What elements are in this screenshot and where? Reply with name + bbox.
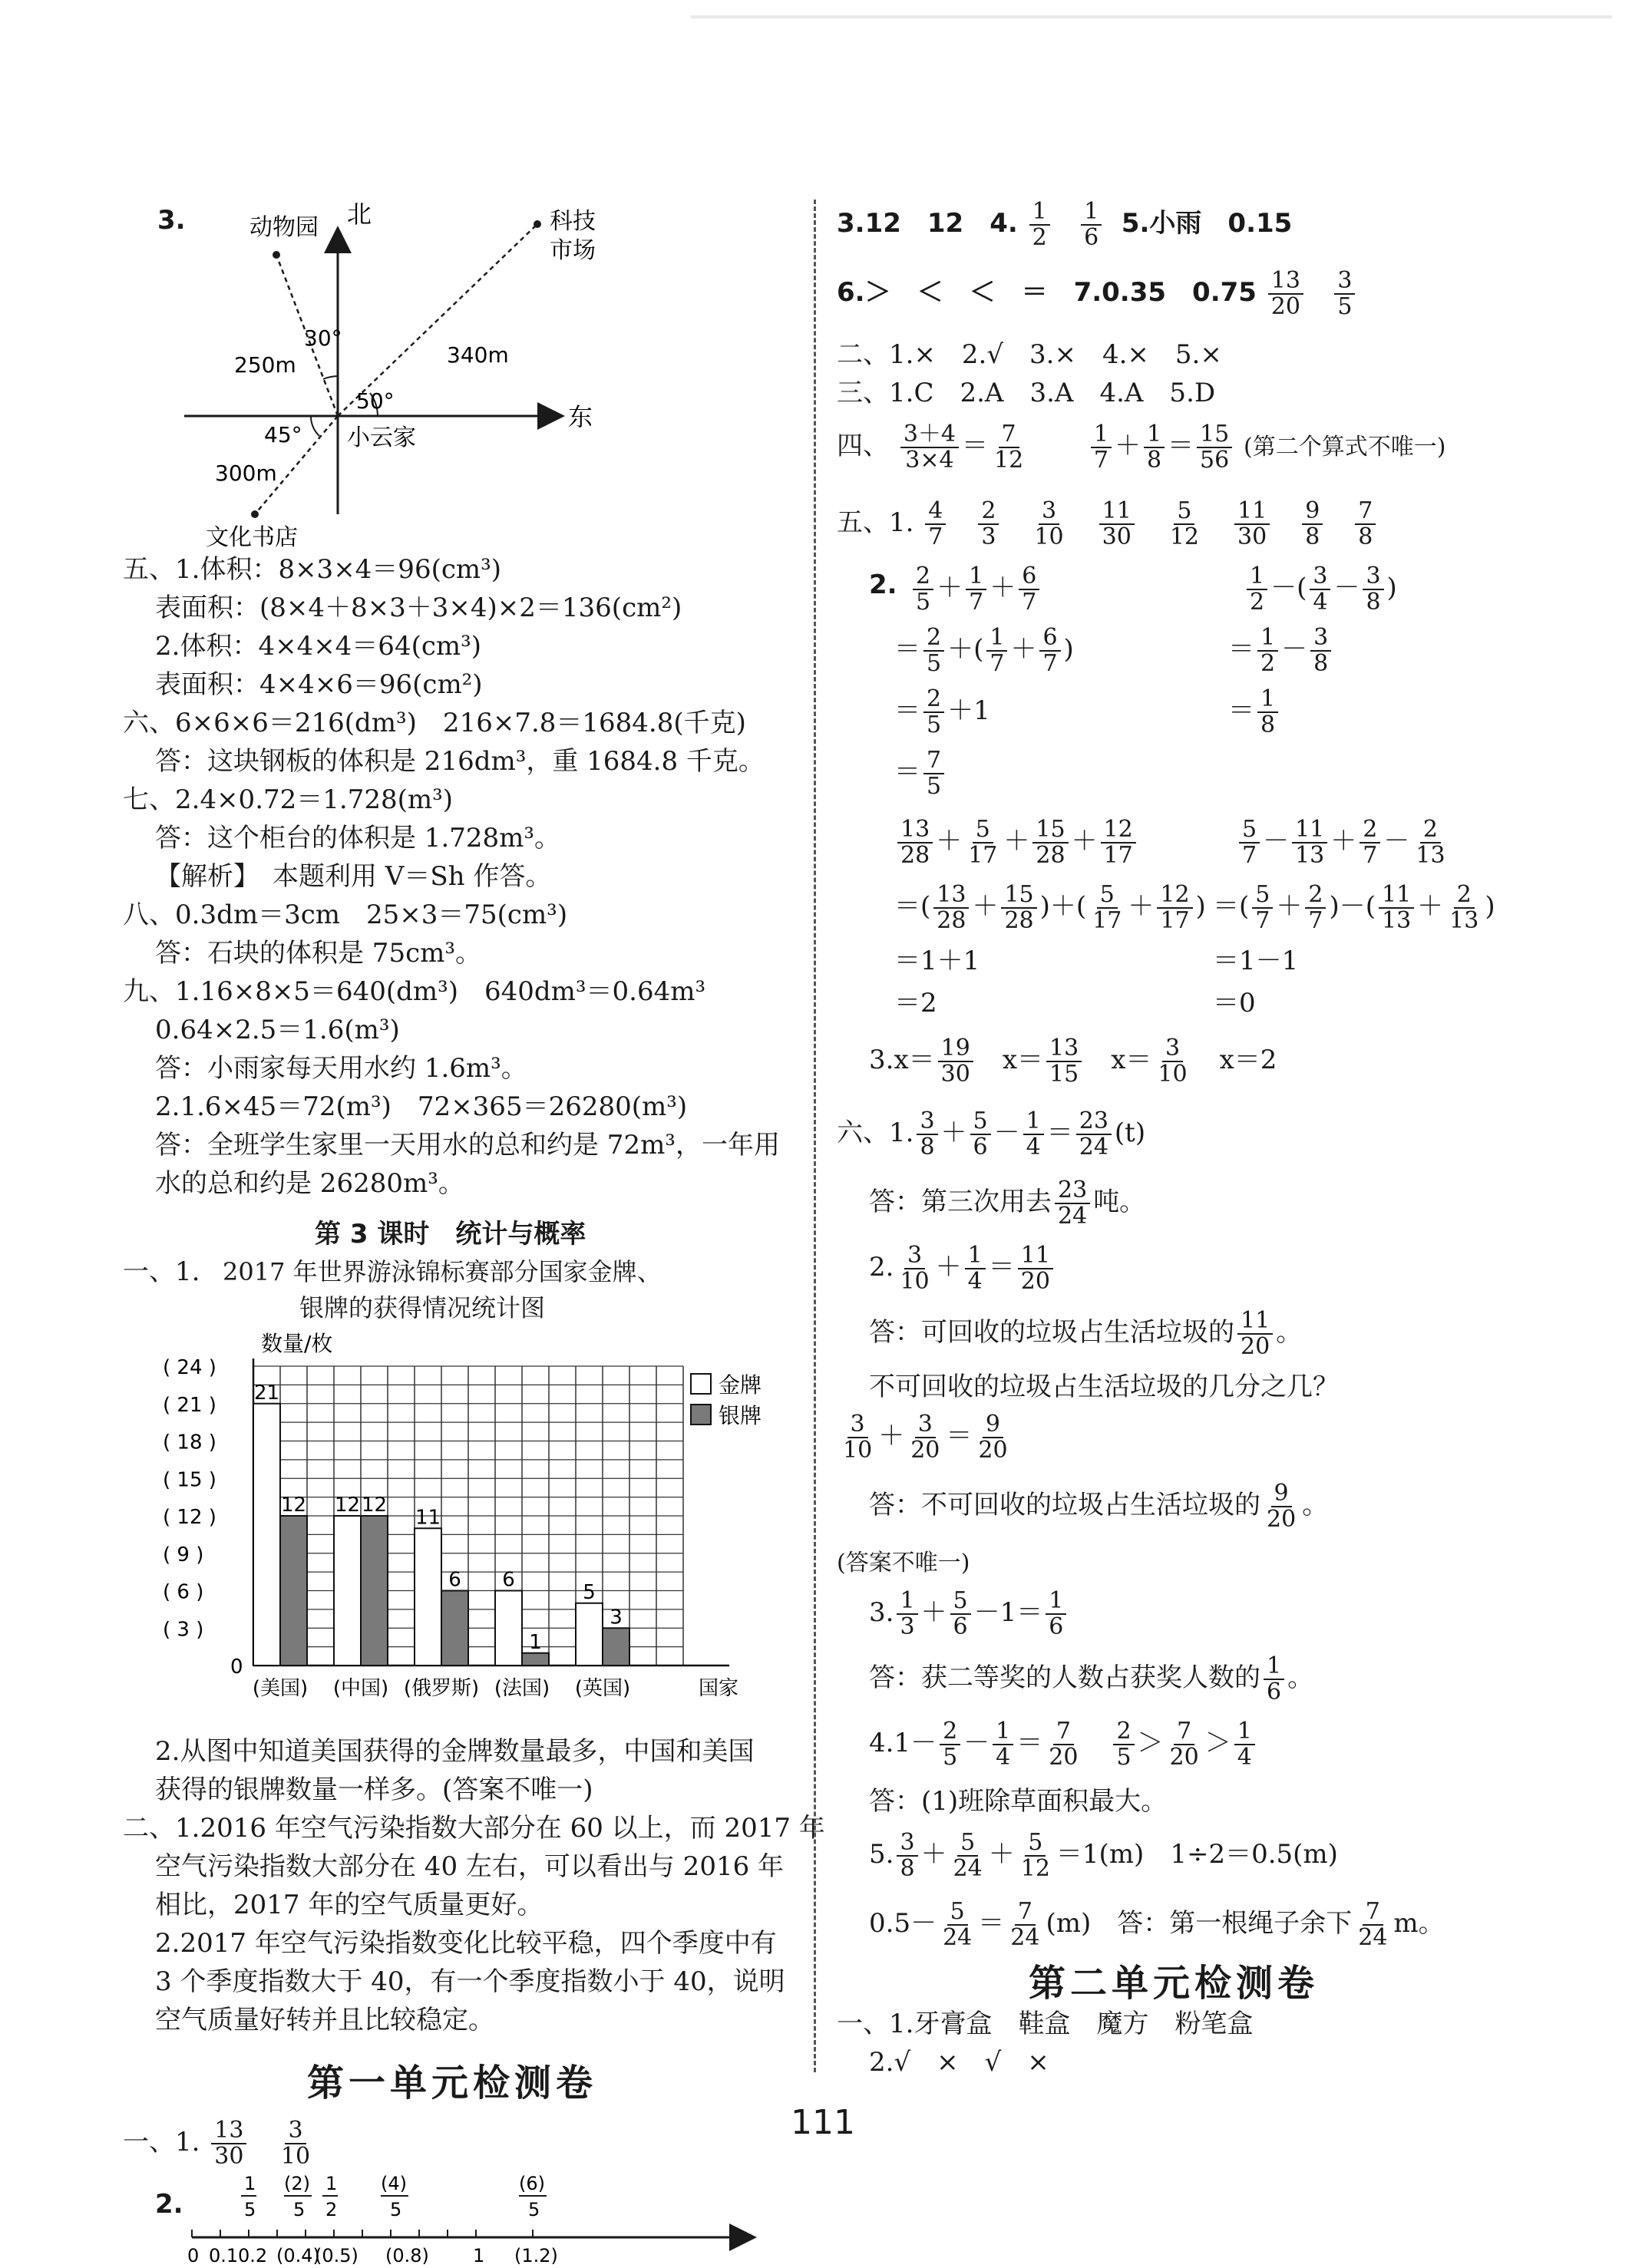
distance-300: 300m bbox=[215, 461, 277, 486]
fraction: $\frac{3}{10}$ bbox=[1158, 1035, 1188, 1088]
q1-prefix: 一、1. bbox=[123, 1256, 200, 1287]
bar-label-silver-3: 1 bbox=[529, 1630, 542, 1654]
r-s6-2-question: 不可回收的垃圾占生活垃圾的几分之几？ bbox=[869, 1372, 1339, 1402]
s9-2-answer: 答：全班学生家里一天用水的总和约是 72m³，一年用 bbox=[155, 1130, 780, 1160]
calc-b2: ＝ $\frac{1}{2}$ － $\frac{3}{8}$ bbox=[1228, 626, 1334, 676]
calc-b1: $\frac{1}{2}$ －( $\frac{3}{4}$ － $\frac{3}{8}$ ) bbox=[1244, 564, 1397, 615]
q1-2-line2: 获得的银牌数量一样多。(答案不唯一) bbox=[155, 1774, 593, 1805]
fraction: $\frac{7}{24}$ bbox=[1358, 1898, 1388, 1951]
r-s6-2-answer2: 答：不可回收的垃圾占生活垃圾的 $\frac{9}{20}$ 。 bbox=[869, 1480, 1329, 1533]
s7-calc: 七、2.4×0.72＝1.728(m³) bbox=[123, 784, 453, 815]
fraction: $\frac{9}{20}$ bbox=[1267, 1480, 1297, 1533]
u2-q2: 2.√ × √ × bbox=[869, 2047, 1049, 2078]
fraction: $\frac{11}{20}$ bbox=[1237, 1309, 1273, 1359]
fraction: $\frac{23}{24}$ bbox=[1055, 1178, 1090, 1229]
bar-label-gold-1: 12 bbox=[334, 1494, 361, 1517]
y-tick-label: ( 24 ) bbox=[163, 1356, 216, 1379]
fraction: $\frac{3}{20}$ bbox=[910, 1411, 940, 1464]
tech-label-2: 市场 bbox=[550, 237, 596, 264]
s9-2-calc: 2.1.6×45＝72(m³) 72×365＝26280(m³) bbox=[155, 1091, 688, 1122]
tech-ray bbox=[338, 224, 537, 416]
y-tick-label: ( 15 ) bbox=[163, 1468, 216, 1492]
number-line bbox=[177, 2168, 783, 2268]
r5-fraction-7: $\frac{7}{8}$ bbox=[1355, 499, 1376, 550]
bar-label-gold-2: 11 bbox=[415, 1506, 441, 1530]
q2-2-line3: 空气质量好转并且比较稳定。 bbox=[155, 2005, 494, 2035]
fraction: $\frac{5}{6}$ bbox=[970, 1109, 991, 1160]
distance-250: 250m bbox=[234, 352, 296, 378]
fraction: $\frac{7}{24}$ bbox=[1010, 1898, 1040, 1951]
s9-1-answer: 答：小雨家每天用水约 1.6m³。 bbox=[155, 1053, 527, 1084]
calc-d4: ＝0 bbox=[1213, 988, 1256, 1018]
category-label-3: (法国) bbox=[494, 1677, 550, 1700]
legend-label-1: 银牌 bbox=[719, 1403, 762, 1428]
fraction: $\frac{5}{12}$ bbox=[1020, 1829, 1050, 1882]
r-s6-5b: 0.5－ $\frac{5}{24}$ ＝ $\frac{7}{24}$ (m) 答：第一根绳子余下 $\frac{7}{24}$ m。 bbox=[869, 1898, 1445, 1951]
y-axis-label: 数量/枚 bbox=[261, 1331, 333, 1356]
fraction: $\frac{6}{7}$ bbox=[1039, 626, 1060, 676]
y-tick-label: 0 bbox=[230, 1656, 243, 1679]
nl-tick-0-2: 0.2 bbox=[238, 2245, 268, 2266]
s5-1-surface: 表面积：(8×4＋8×3＋3×4)×2＝136(cm²) bbox=[155, 593, 682, 623]
nl-tick-1: 1 bbox=[473, 2245, 485, 2266]
bar-silver-3 bbox=[522, 1653, 549, 1666]
fraction: $\frac{2}{5}$ bbox=[923, 626, 944, 676]
s8-answer: 答：石块的体积是 75cm³。 bbox=[155, 938, 481, 969]
q2-1-line2: 空气污染指数大部分在 40 左右，可以看出与 2016 年 bbox=[155, 1851, 785, 1882]
nl-tick-0-8: (0.8) bbox=[385, 2245, 429, 2266]
r-s5-1: 五、1. $\frac{4}{7}$ $\frac{2}{3}$ $\frac{3}{10}$ $\frac{11}{30}$ $\frac{5}{12}$ $\frac{11}{30}$ $\frac{9}{8}$ $\frac{7}{8}$ bbox=[837, 499, 1405, 550]
s9-1-calc: 九、1.16×8×5＝640(dm³) 640dm³＝0.64m³ bbox=[123, 976, 706, 1007]
fraction: $\frac{2}{7}$ bbox=[1305, 883, 1326, 933]
q2-2-line2: 3 个季度指数大于 40，有一个季度指数小于 40，说明 bbox=[155, 1966, 785, 1997]
fraction: $\frac{7}{20}$ bbox=[1169, 1718, 1199, 1771]
s5-1-volume: 五、1.体积：8×3×4＝96(cm³) bbox=[123, 554, 502, 585]
fraction: $\frac{5}{17}$ bbox=[1092, 881, 1122, 934]
home-label: 小云家 bbox=[347, 424, 416, 451]
fraction: $\frac{19}{30}$ bbox=[938, 1036, 973, 1087]
fraction: $\frac{2}{5}$ bbox=[940, 1719, 960, 1770]
angle-50-label: 50° bbox=[356, 388, 395, 414]
fraction: $\frac{9}{20}$ bbox=[978, 1411, 1008, 1464]
r5-fraction-0: $\frac{4}{7}$ bbox=[925, 499, 946, 550]
fraction: $\frac{1}{4}$ bbox=[1023, 1109, 1044, 1160]
angle-45-label: 45° bbox=[264, 422, 302, 447]
fraction: $\frac{2}{13}$ bbox=[1449, 881, 1479, 934]
fraction: $\frac{1}{7}$ bbox=[986, 626, 1007, 676]
lesson3-heading: 第 3 课时 统计与概率 bbox=[315, 1219, 586, 1250]
medal-bar-chart bbox=[161, 1328, 791, 1727]
r-s4: 四、 $\frac{3+4}{3\times 4}$ ＝ $\frac{7}{12}$ $\frac{1}{7}$ ＋ $\frac{1}{8}$ ＝ $\frac{15}{56}$ (第二个算式不唯一) bbox=[837, 421, 1446, 474]
r-s6-4-answer: 答：(1)班除草面积最大。 bbox=[869, 1786, 1168, 1817]
nl-frac-4-num: (4) bbox=[381, 2173, 407, 2194]
fraction: $\frac{1}{4}$ bbox=[965, 1243, 986, 1294]
fraction: $\frac{2}{13}$ bbox=[1416, 816, 1445, 869]
fraction: $\frac{11}{13}$ bbox=[1379, 883, 1414, 933]
r5-fraction-3: $\frac{11}{30}$ bbox=[1099, 499, 1135, 550]
nl-tick-0-1: 0.1 bbox=[209, 2245, 239, 2266]
fraction: $\frac{5}{17}$ bbox=[968, 816, 998, 869]
y-tick-label: ( 21 ) bbox=[163, 1393, 216, 1417]
fraction: $\frac{13}{28}$ bbox=[933, 883, 969, 933]
fraction: $\frac{12}{17}$ bbox=[1101, 817, 1136, 868]
calc-b3: ＝ $\frac{1}{8}$ bbox=[1228, 687, 1281, 738]
tech-label-1: 科技 bbox=[550, 208, 596, 235]
fraction: $\frac{5}{24}$ bbox=[943, 1898, 973, 1951]
r5-fraction-1: $\frac{2}{3}$ bbox=[978, 499, 999, 550]
r-s6-2: 2. $\frac{3}{10}$ ＋ $\frac{1}{4}$ ＝ $\frac{11}{20}$ bbox=[869, 1243, 1056, 1294]
fraction: $\frac{15}{28}$ bbox=[1001, 883, 1036, 933]
fraction: $\frac{5}{6}$ bbox=[950, 1589, 971, 1639]
bar-gold-0 bbox=[253, 1404, 280, 1666]
bookstore-label: 文化书店 bbox=[206, 524, 298, 551]
r-s5-3: 3.x＝ $\frac{19}{30}$ x＝ $\frac{13}{15}$ x＝ $\frac{3}{10}$ x＝2 bbox=[869, 1035, 1277, 1088]
calc-d2: ＝( $\frac{5}{7}$ ＋ $\frac{2}{7}$ )－( $\frac{11}{13}$ ＋ $\frac{2}{13}$ ) bbox=[1213, 881, 1495, 934]
category-label-0: (美国) bbox=[252, 1677, 309, 1700]
nl-frac-2-num: (2) bbox=[284, 2173, 310, 2194]
bar-gold-3 bbox=[495, 1591, 522, 1666]
calc-c1: $\frac{13}{28}$ ＋ $\frac{5}{17}$ ＋ $\frac{15}{28}$ ＋ $\frac{12}{17}$ bbox=[894, 817, 1139, 868]
nl-frac-2-den: 5 bbox=[293, 2199, 306, 2220]
bar-gold-4 bbox=[576, 1603, 603, 1666]
r-s6-1-answer: 答：第三次用去 $\frac{23}{24}$ 吨。 bbox=[869, 1177, 1146, 1230]
fraction: $\frac{7}{20}$ bbox=[1049, 1718, 1079, 1771]
fraction: $\frac{6}{7}$ bbox=[1019, 564, 1039, 615]
fraction: $\frac{5}{24}$ bbox=[953, 1829, 983, 1882]
bar-gold-2 bbox=[415, 1528, 441, 1666]
chart-title-line2: 银牌的获得情况统计图 bbox=[299, 1293, 546, 1322]
s6-calc: 六、6×6×6＝216(dm³) 216×7.8＝1684.8(千克) bbox=[123, 708, 746, 738]
q2-2-line1: 2.2017 年空气污染指数变化比较平稳，四个季度中有 bbox=[155, 1928, 777, 1959]
r-s6-5: 5. $\frac{3}{8}$ ＋ $\frac{5}{24}$ ＋ $\frac{5}{12}$ ＝1(m) 1÷2＝0.5(m) bbox=[869, 1829, 1338, 1882]
nl-frac-1-num: 1 bbox=[244, 2173, 256, 2194]
legend-swatch-0 bbox=[691, 1374, 711, 1394]
fraction: $\frac{2}{5}$ bbox=[913, 564, 933, 615]
fraction: $\frac{2}{5}$ bbox=[1113, 1719, 1134, 1770]
s7-analysis: 【解析】 本题利用 V＝Sh 作答。 bbox=[155, 861, 552, 892]
fraction: $\frac{7}{5}$ bbox=[923, 748, 944, 799]
u2-q1: 一、1.牙膏盒 鞋盒 魔方 粉笔盒 bbox=[837, 2009, 1254, 2039]
nl-tick-0: 0 bbox=[187, 2245, 200, 2266]
top-edge-rule bbox=[691, 15, 1612, 18]
bar-gold-1 bbox=[334, 1516, 361, 1666]
bar-label-gold-3: 6 bbox=[502, 1568, 515, 1592]
fraction: $\frac{3}{8}$ bbox=[897, 1831, 917, 1881]
u1-fraction-2: $\frac{3}{10}$ bbox=[280, 2117, 311, 2170]
fraction: $\frac{1}{4}$ bbox=[993, 1719, 1013, 1770]
nl-frac-1-den: 5 bbox=[244, 2199, 256, 2220]
fraction: $\frac{13}{15}$ bbox=[1046, 1036, 1082, 1087]
x-axis-label: 国家 bbox=[699, 1677, 739, 1700]
bar-label-gold-0: 21 bbox=[253, 1381, 280, 1405]
fraction: $\frac{3}{8}$ bbox=[1310, 626, 1331, 676]
fraction: $\frac{13}{28}$ bbox=[897, 817, 933, 868]
calc-c4: ＝2 bbox=[894, 988, 937, 1018]
fraction: $\frac{3}{10}$ bbox=[843, 1411, 873, 1464]
angle-30-label: 30° bbox=[304, 325, 342, 351]
s9-1-calc2: 0.64×2.5＝1.6(m³) bbox=[155, 1015, 400, 1045]
fraction: $\frac{1}{2}$ bbox=[1257, 626, 1278, 676]
y-tick-label: ( 18 ) bbox=[163, 1431, 216, 1454]
r-q6-line: 6.＞ ＜ ＜ ＝ 7.0.35 0.75 $\frac{13}{20}$ $\frac{3}{5}$ bbox=[837, 269, 1358, 319]
r5-fraction-6: $\frac{9}{8}$ bbox=[1302, 499, 1323, 550]
calc-a3: ＝ $\frac{2}{5}$ ＋1 bbox=[894, 685, 990, 738]
y-tick-label: ( 3 ) bbox=[163, 1618, 204, 1642]
r-q3-line: 3.12 12 4. $\frac{1}{2}$ $\frac{1}{6}$ 5.小雨 0.15 bbox=[837, 198, 1293, 251]
r-s6-2-answer: 答：可回收的垃圾占生活垃圾的 $\frac{11}{20}$ 。 bbox=[869, 1307, 1303, 1360]
bar-label-gold-4: 5 bbox=[583, 1580, 596, 1604]
bar-label-silver-1: 12 bbox=[361, 1494, 388, 1517]
angle-arc-30 bbox=[323, 376, 338, 379]
page-number: 111 bbox=[791, 2103, 855, 2142]
legend-swatch-1 bbox=[691, 1405, 711, 1425]
nl-frac-3-den: 2 bbox=[325, 2199, 338, 2220]
fraction: $\frac{1}{3}$ bbox=[897, 1589, 917, 1639]
s5-2-surface: 表面积：4×4×6＝96(cm²) bbox=[155, 669, 483, 700]
nl-tick-0-4: (0.4) bbox=[276, 2245, 320, 2266]
nl-frac-5-den: 5 bbox=[528, 2199, 540, 2220]
category-label-2: (俄罗斯) bbox=[403, 1677, 480, 1700]
north-label: 北 bbox=[347, 200, 372, 229]
bar-label-silver-4: 3 bbox=[610, 1606, 623, 1629]
s5-2-volume: 2.体积：4×4×4＝64(cm³) bbox=[155, 631, 482, 662]
q2-1-line1: 二、1.2016 年空气污染指数大部分在 60 以上，而 2017 年 bbox=[123, 1813, 825, 1844]
nl-frac-4-den: 5 bbox=[390, 2199, 402, 2220]
fraction: $\frac{11}{13}$ bbox=[1292, 817, 1327, 868]
r5-fraction-2: $\frac{3}{10}$ bbox=[1034, 497, 1064, 550]
category-label-1: (中国) bbox=[332, 1677, 389, 1700]
zoo-label: 动物园 bbox=[249, 214, 319, 241]
s7-answer: 答：这个柜台的体积是 1.728m³。 bbox=[155, 823, 561, 853]
calc-a1: $\frac{2}{5}$ ＋ $\frac{1}{7}$ ＋ $\frac{6}{7}$ bbox=[910, 564, 1042, 615]
fraction: $\frac{15}{28}$ bbox=[1032, 817, 1068, 868]
fraction: $\frac{2}{7}$ bbox=[1360, 817, 1380, 868]
bookstore-point bbox=[251, 510, 259, 518]
q1-2-line1: 2.从图中知道美国获得的金牌数量最多，中国和美国 bbox=[155, 1736, 755, 1767]
r-s6-3-answer: 答：获二等奖的人数占获奖人数的 $\frac{1}{6}$ 。 bbox=[869, 1652, 1314, 1705]
fraction: $\frac{23}{24}$ bbox=[1076, 1109, 1112, 1160]
angle-arc-45 bbox=[311, 416, 319, 436]
calc-c2: ＝( $\frac{13}{28}$ ＋ $\frac{15}{28}$ )＋( $\frac{5}{17}$ ＋ $\frac{12}{17}$ ) bbox=[894, 881, 1206, 934]
fraction: $\frac{5}{7}$ bbox=[1252, 883, 1273, 933]
s6-answer: 答：这块钢板的体积是 216dm³，重 1684.8 千克。 bbox=[155, 746, 765, 777]
calc-a2: ＝ $\frac{2}{5}$ ＋( $\frac{1}{7}$ ＋ $\frac{6}{7}$ ) bbox=[894, 624, 1074, 677]
fraction: $\frac{11}{20}$ bbox=[1018, 1243, 1053, 1294]
r-s6-4: 4.1－ $\frac{2}{5}$ － $\frac{1}{4}$ ＝ $\frac{7}{20}$ $\frac{2}{5}$ ＞ $\frac{7}{20}$ ＞ $\frac{1}{4}$ bbox=[869, 1719, 1258, 1770]
fraction: $\frac{1}{8}$ bbox=[1257, 687, 1278, 738]
category-label-4: (英国) bbox=[574, 1677, 631, 1700]
fraction: $\frac{3}{4}$ bbox=[1310, 564, 1330, 615]
east-label: 东 bbox=[568, 402, 593, 431]
r5-fraction-4: $\frac{5}{12}$ bbox=[1169, 497, 1200, 550]
fraction: $\frac{3}{8}$ bbox=[1363, 564, 1383, 615]
r5-fraction-5: $\frac{11}{30}$ bbox=[1234, 499, 1270, 550]
fraction: $\frac{3}{10}$ bbox=[900, 1242, 930, 1295]
bar-silver-4 bbox=[603, 1628, 629, 1666]
fraction: $\frac{1}{2}$ bbox=[1247, 564, 1267, 615]
unit2-title: 第二单元检测卷 bbox=[1029, 1962, 1320, 2005]
nl-tick-0-5: (0.5) bbox=[315, 2245, 358, 2266]
nl-frac-3-num: 1 bbox=[325, 2173, 338, 2194]
fraction: $\frac{1}{6}$ bbox=[1046, 1589, 1066, 1639]
bar-label-silver-2: 6 bbox=[448, 1568, 461, 1592]
fraction: $\frac{2}{5}$ bbox=[923, 687, 944, 738]
u1-fraction-1: $\frac{13}{30}$ bbox=[211, 2118, 246, 2169]
map-question-number: 3. bbox=[157, 205, 186, 236]
u1-q2-label: 2. bbox=[155, 2189, 183, 2220]
bar-silver-2 bbox=[441, 1591, 468, 1666]
s8-calc: 八、0.3dm＝3cm 25×3＝75(cm³) bbox=[123, 900, 568, 930]
s9-2-answer-cont: 水的总和约是 26280m³。 bbox=[155, 1168, 464, 1199]
calc-a4: ＝ $\frac{7}{5}$ bbox=[894, 748, 947, 799]
calc-d3: ＝1－1 bbox=[1213, 946, 1299, 976]
fraction: $\frac{12}{17}$ bbox=[1157, 883, 1192, 933]
r-s3: 三、1.C 2.A 3.A 4.A 5.D bbox=[837, 378, 1216, 408]
r-s6-3: 3. $\frac{1}{3}$ ＋ $\frac{5}{6}$ －1＝ $\frac{1}{6}$ bbox=[869, 1589, 1069, 1639]
y-tick-label: ( 12 ) bbox=[163, 1506, 216, 1529]
chart-title-line1: 2017 年世界游泳锦标赛部分国家金牌、 bbox=[223, 1257, 662, 1286]
calc-c3: ＝1＋1 bbox=[894, 946, 980, 976]
fraction: $\frac{1}{4}$ bbox=[1234, 1719, 1255, 1770]
column-divider bbox=[814, 200, 816, 2072]
fraction: $\frac{1}{6}$ bbox=[1264, 1654, 1284, 1705]
q2-1-line3: 相比，2017 年的空气质量更好。 bbox=[155, 1890, 543, 1920]
r-s2: 二、1.× 2.√ 3.× 4.× 5.× bbox=[837, 339, 1222, 370]
bar-silver-0 bbox=[280, 1516, 307, 1666]
nl-tick-1-2: (1.2) bbox=[514, 2245, 558, 2266]
direction-map bbox=[177, 192, 714, 553]
r-s6-2-calc: $\frac{3}{10}$ ＋ $\frac{3}{20}$ ＝ $\frac{9}{20}$ bbox=[837, 1412, 1014, 1463]
y-tick-label: ( 6 ) bbox=[163, 1580, 204, 1604]
legend-label-0: 金牌 bbox=[719, 1372, 762, 1398]
calc-d1: $\frac{5}{7}$ － $\frac{11}{13}$ ＋ $\frac{2}{7}$ － $\frac{2}{13}$ bbox=[1236, 817, 1452, 868]
fraction: $\frac{5}{7}$ bbox=[1239, 817, 1260, 868]
bar-label-silver-0: 12 bbox=[280, 1494, 307, 1517]
bar-silver-1 bbox=[361, 1516, 388, 1666]
r-s6-1: 六、1. $\frac{3}{8}$ ＋ $\frac{5}{6}$ － $\frac{1}{4}$ ＝ $\frac{23}{24}$ (t) bbox=[837, 1108, 1146, 1160]
r-s6-2-note: (答案不唯一) bbox=[837, 1550, 970, 1576]
y-tick-label: ( 9 ) bbox=[163, 1543, 204, 1566]
r-s5-2-label: 2. bbox=[869, 569, 897, 600]
nl-frac-5-num: (6) bbox=[519, 2173, 545, 2194]
zoo-point bbox=[273, 251, 280, 259]
fraction: $\frac{3}{8}$ bbox=[917, 1109, 937, 1160]
tech-point bbox=[534, 220, 541, 228]
distance-340: 340m bbox=[447, 342, 509, 368]
unit1-title: 第一单元检测卷 bbox=[307, 2062, 598, 2105]
fraction: $\frac{1}{7}$ bbox=[966, 564, 986, 615]
u1-q1: 一、1. $\frac{13}{30}$ $\frac{3}{10}$ bbox=[123, 2118, 316, 2169]
